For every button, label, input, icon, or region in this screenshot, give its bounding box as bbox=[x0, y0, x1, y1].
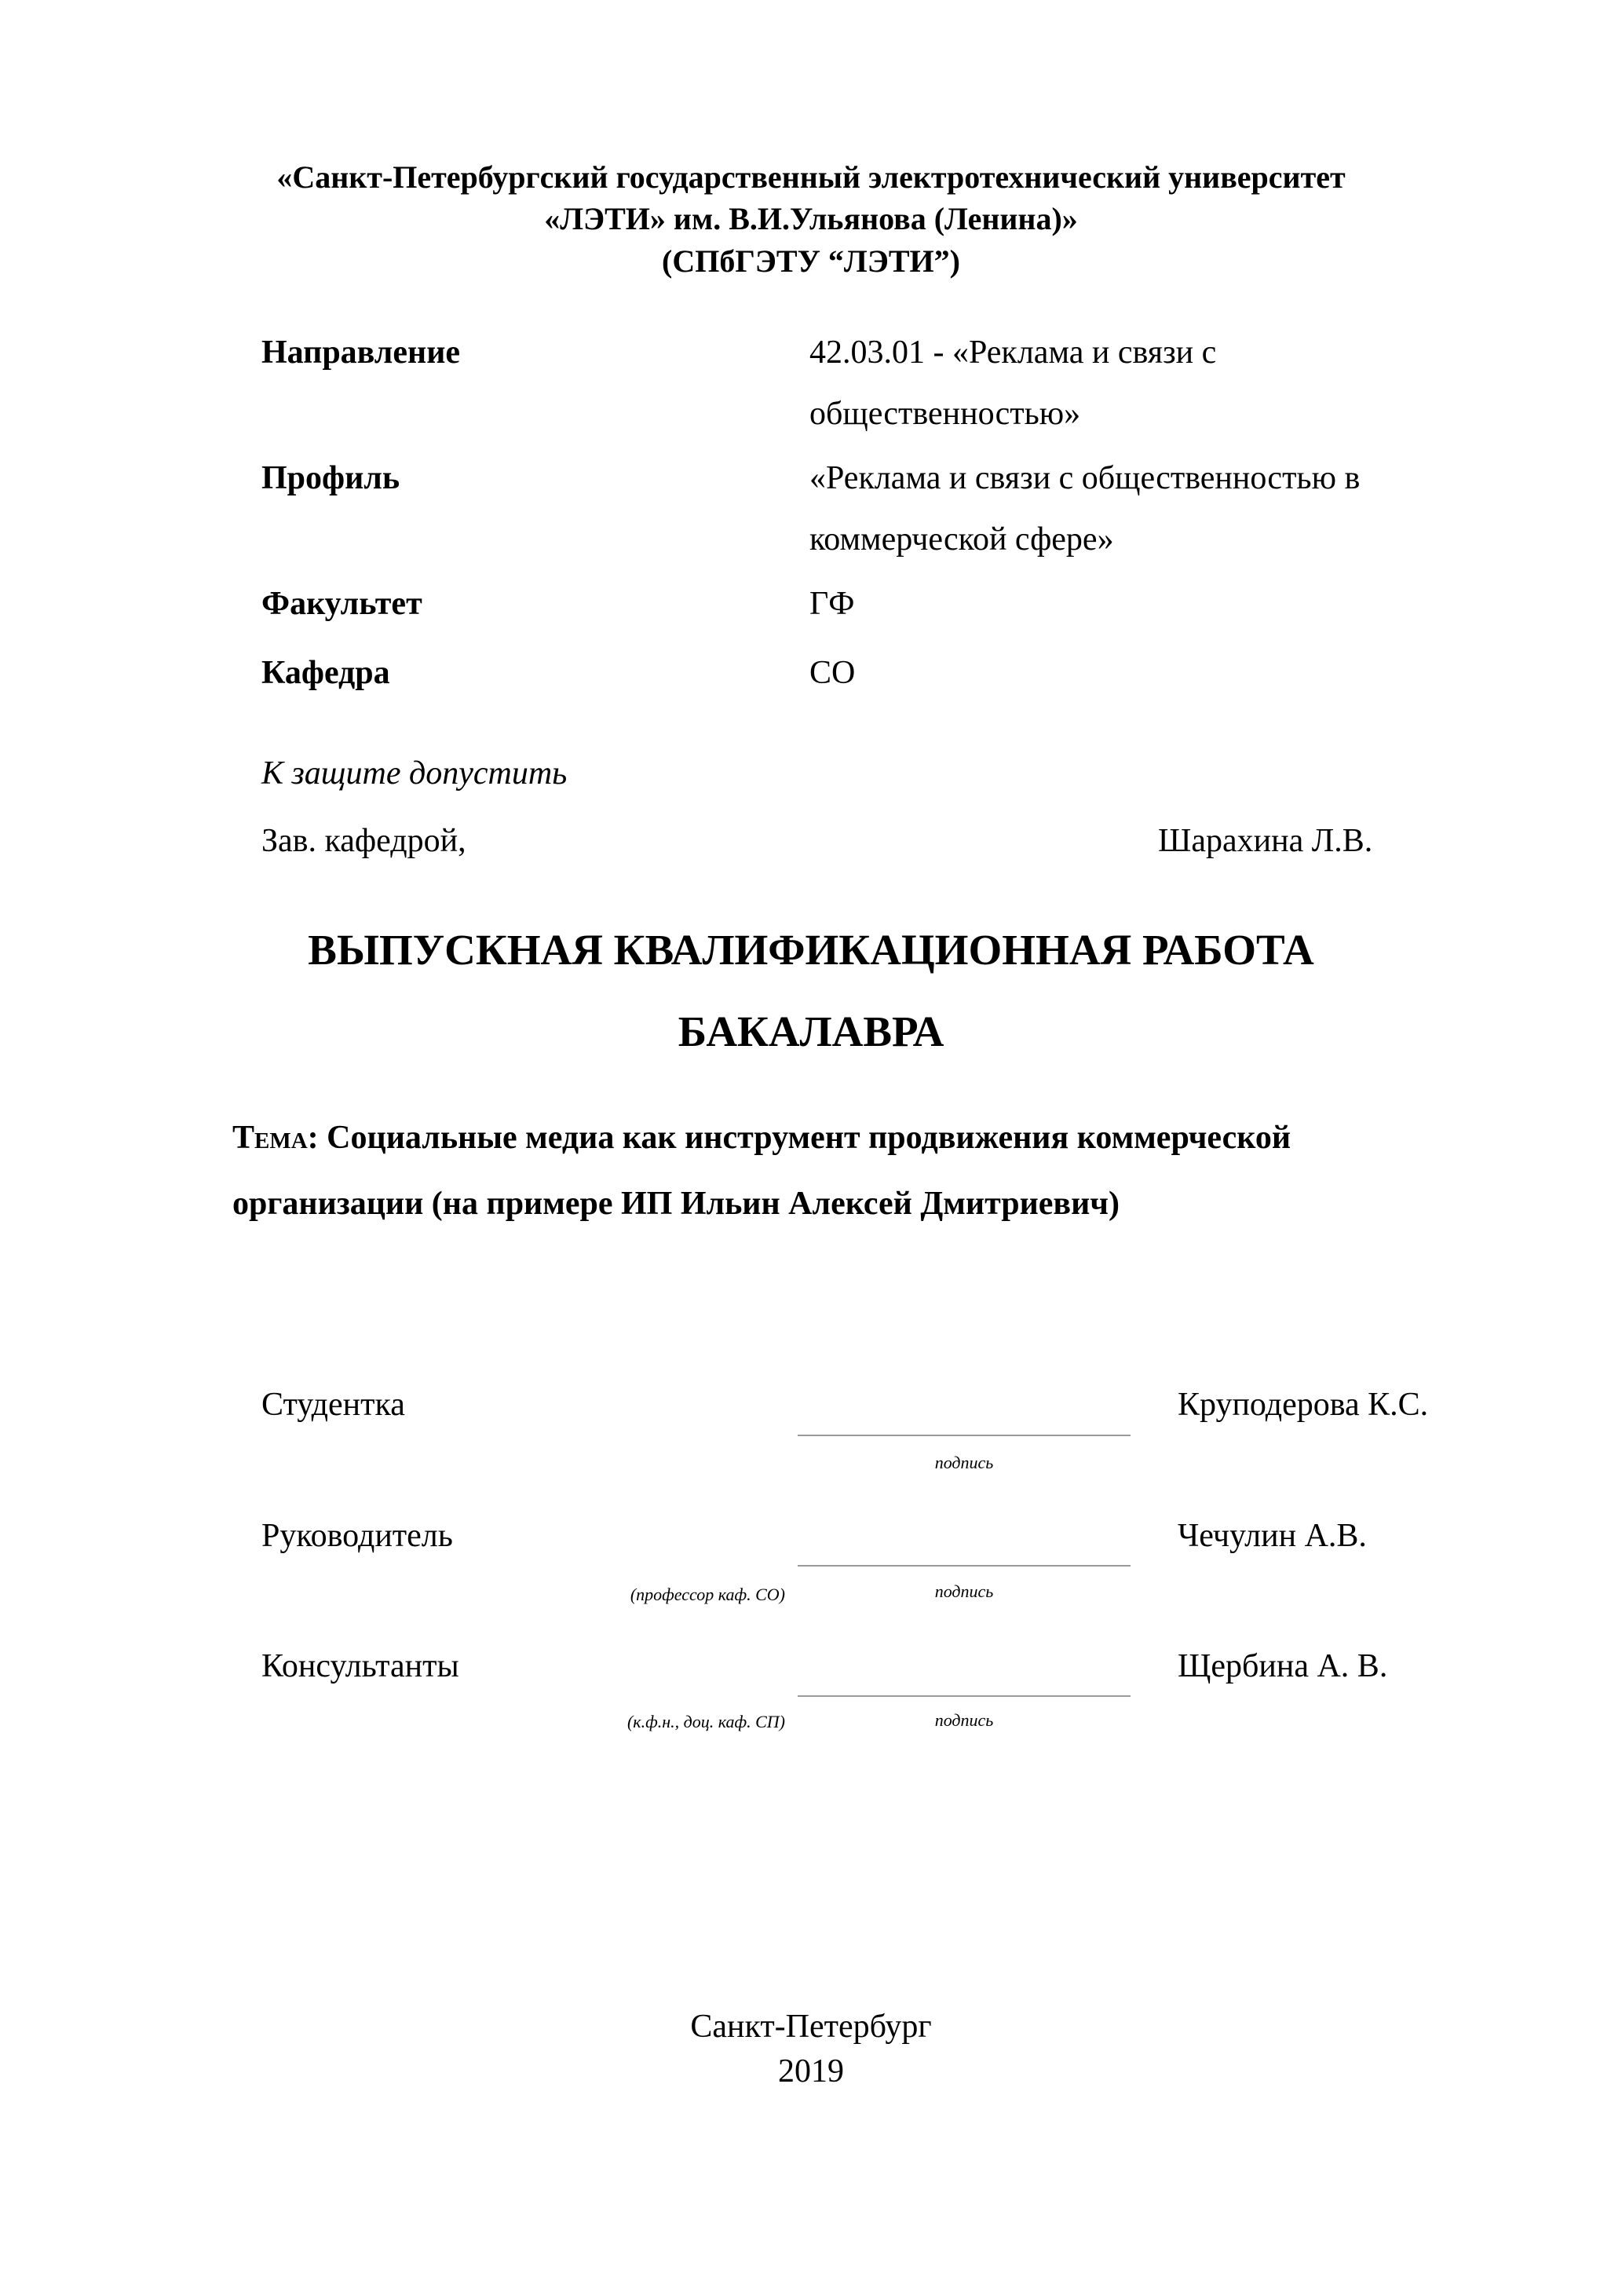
footer-city: Санкт-Петербург bbox=[690, 2009, 932, 2045]
student-signature-hint: подпись bbox=[934, 1453, 994, 1472]
direction-label: Направление bbox=[261, 335, 461, 371]
approval-role: Зав. кафедрой, bbox=[261, 823, 466, 859]
footer-year: 2019 bbox=[778, 2053, 844, 2089]
department-value: СО bbox=[809, 655, 856, 691]
supervisor-signature-hint: подпись bbox=[934, 1581, 994, 1601]
direction-value-line2: общественностью» bbox=[809, 396, 1081, 432]
supervisor-signature-line bbox=[798, 1565, 1131, 1567]
consultant-signature-line bbox=[798, 1695, 1131, 1697]
direction-value-line1: 42.03.01 - «Реклама и связи с bbox=[809, 335, 1217, 371]
theme-text-line2: организации (на примере ИП Ильин Алексей Дмитриевич) bbox=[232, 1186, 1120, 1222]
supervisor-role: Руководитель bbox=[261, 1518, 453, 1554]
approval-heading: К защите допустить bbox=[261, 755, 568, 792]
student-role: Студентка bbox=[261, 1387, 405, 1423]
consultant-signature-hint: подпись bbox=[934, 1710, 994, 1730]
consultant-name: Щербина А. В. bbox=[1178, 1648, 1388, 1684]
faculty-value: ГФ bbox=[809, 586, 855, 622]
profile-label: Профиль bbox=[261, 460, 400, 496]
theme-line1 bbox=[232, 1121, 1291, 1154]
profile-value-line2: коммерческой сфере» bbox=[809, 521, 1114, 558]
university-name-line1: «Санкт-Петербургский государственный электротехнический университет bbox=[276, 159, 1346, 195]
approval-name: Шарахина Л.В. bbox=[1158, 823, 1373, 859]
university-abbreviation: (СПбГЭТУ “ЛЭТИ”) bbox=[662, 243, 960, 279]
theme-label: Тема: bbox=[232, 1120, 319, 1156]
department-label: Кафедра bbox=[261, 655, 390, 691]
theme-text-line1: Социальные медиа как инструмент продвижения коммерческой bbox=[327, 1120, 1291, 1156]
supervisor-name: Чечулин А.В. bbox=[1178, 1518, 1367, 1554]
profile-value-line1: «Реклама и связи с общественностью в bbox=[809, 460, 1361, 496]
consultant-position: (к.ф.н., доц. каф. СП) bbox=[627, 1712, 785, 1731]
document-title-line1: ВЫПУСКНАЯ КВАЛИФИКАЦИОННАЯ РАБОТА bbox=[308, 926, 1314, 974]
supervisor-position: (профессор каф. СО) bbox=[630, 1585, 785, 1604]
document-title-line2: БАКАЛАВРА bbox=[678, 1007, 944, 1055]
faculty-label: Факультет bbox=[261, 586, 422, 622]
university-name-line2: «ЛЭТИ» им. В.И.Ульянова (Ленина)» bbox=[544, 201, 1078, 236]
consultants-role: Консультанты bbox=[261, 1648, 459, 1684]
student-name: Круподерова К.С. bbox=[1178, 1387, 1429, 1423]
student-signature-line bbox=[798, 1435, 1131, 1436]
